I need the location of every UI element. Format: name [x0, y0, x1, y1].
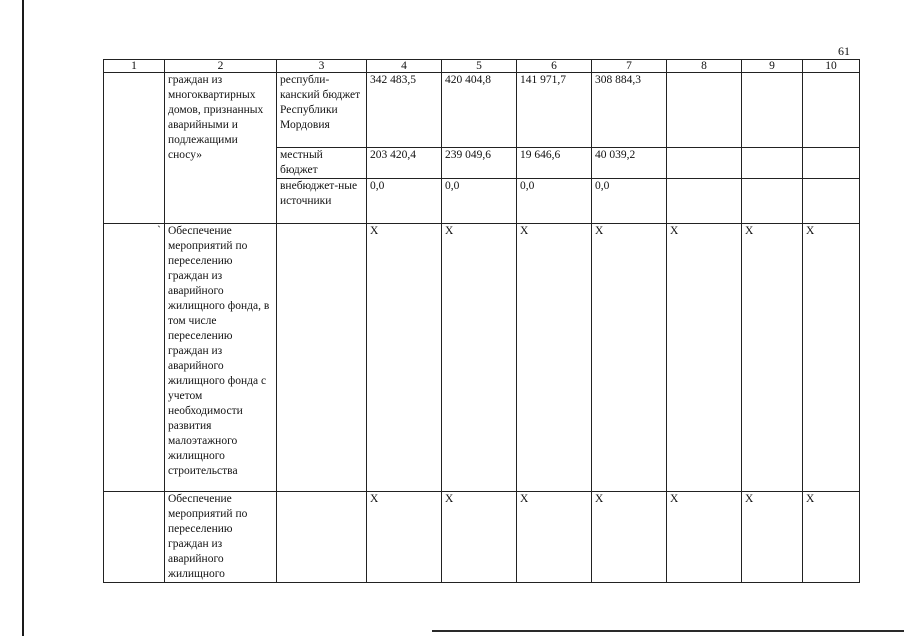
value-cell: 0,0	[592, 179, 667, 224]
mark-cell: X	[517, 224, 592, 492]
row-number-cell	[104, 492, 165, 583]
table-header-row	[104, 60, 860, 73]
funding-source-cell	[277, 224, 367, 492]
column-header: 10	[803, 60, 860, 73]
value-cell: 0,0	[367, 179, 442, 224]
mark-cell: X	[742, 224, 803, 492]
table-row	[104, 73, 860, 148]
value-cell: 0,0	[517, 179, 592, 224]
mark-cell: X	[367, 492, 442, 583]
mark-cell: X	[667, 224, 742, 492]
table-row	[104, 492, 860, 583]
page-number: 61	[838, 44, 850, 58]
value-cell: 420 404,8	[442, 73, 517, 148]
column-header: 3	[277, 60, 367, 73]
column-header: 8	[667, 60, 742, 73]
value-cell: 40 039,2	[592, 148, 667, 179]
budget-table	[103, 59, 860, 583]
empty-cell	[667, 179, 742, 224]
mark-cell: X	[592, 492, 667, 583]
empty-cell	[803, 179, 860, 224]
funding-source-cell	[277, 492, 367, 583]
tick-mark: `	[157, 225, 161, 237]
value-cell: 342 483,5	[367, 73, 442, 148]
value-cell: 239 049,6	[442, 148, 517, 179]
mark-cell: X	[442, 492, 517, 583]
value-cell: 0,0	[442, 179, 517, 224]
column-header: 6	[517, 60, 592, 73]
description-cell: Обеспечение мероприятий по переселению граждан из аварийного жилищного фонда, в том числе переселению граждан из аварийного жилищного фонда с учетом необходимости развития малоэтажного жилищного строительства	[165, 224, 277, 492]
row-number-cell	[104, 73, 165, 224]
scan-bottom-edge	[432, 630, 904, 632]
value-cell: 203 420,4	[367, 148, 442, 179]
empty-cell	[742, 73, 803, 148]
column-header: 7	[592, 60, 667, 73]
mark-cell: X	[517, 492, 592, 583]
funding-source-cell: внебюджет-ные источники	[277, 179, 367, 224]
column-header: 5	[442, 60, 517, 73]
funding-source-cell: местный бюджет	[277, 148, 367, 179]
empty-cell	[667, 73, 742, 148]
column-header: 1	[104, 60, 165, 73]
empty-cell	[667, 148, 742, 179]
mark-cell: X	[803, 492, 860, 583]
column-header: 2	[165, 60, 277, 73]
description-cell: граждан из многоквартирных домов, признанных аварийными и подлежащими сносу»	[165, 73, 277, 224]
mark-cell: X	[592, 224, 667, 492]
empty-cell	[742, 179, 803, 224]
row-number-cell	[104, 224, 165, 492]
mark-cell: X	[442, 224, 517, 492]
column-header: 9	[742, 60, 803, 73]
value-cell: 19 646,6	[517, 148, 592, 179]
description-cell: Обеспечение мероприятий по переселению граждан из аварийного жилищного	[165, 492, 277, 583]
mark-cell: X	[367, 224, 442, 492]
value-cell: 141 971,7	[517, 73, 592, 148]
mark-cell: X	[667, 492, 742, 583]
value-cell: 308 884,3	[592, 73, 667, 148]
mark-cell: X	[742, 492, 803, 583]
mark-cell: X	[803, 224, 860, 492]
scan-left-edge	[22, 0, 24, 636]
empty-cell	[803, 73, 860, 148]
empty-cell	[742, 148, 803, 179]
table-row	[104, 224, 860, 492]
column-header: 4	[367, 60, 442, 73]
funding-source-cell: республи-канский бюджет Республики Мордовия	[277, 73, 367, 148]
empty-cell	[803, 148, 860, 179]
